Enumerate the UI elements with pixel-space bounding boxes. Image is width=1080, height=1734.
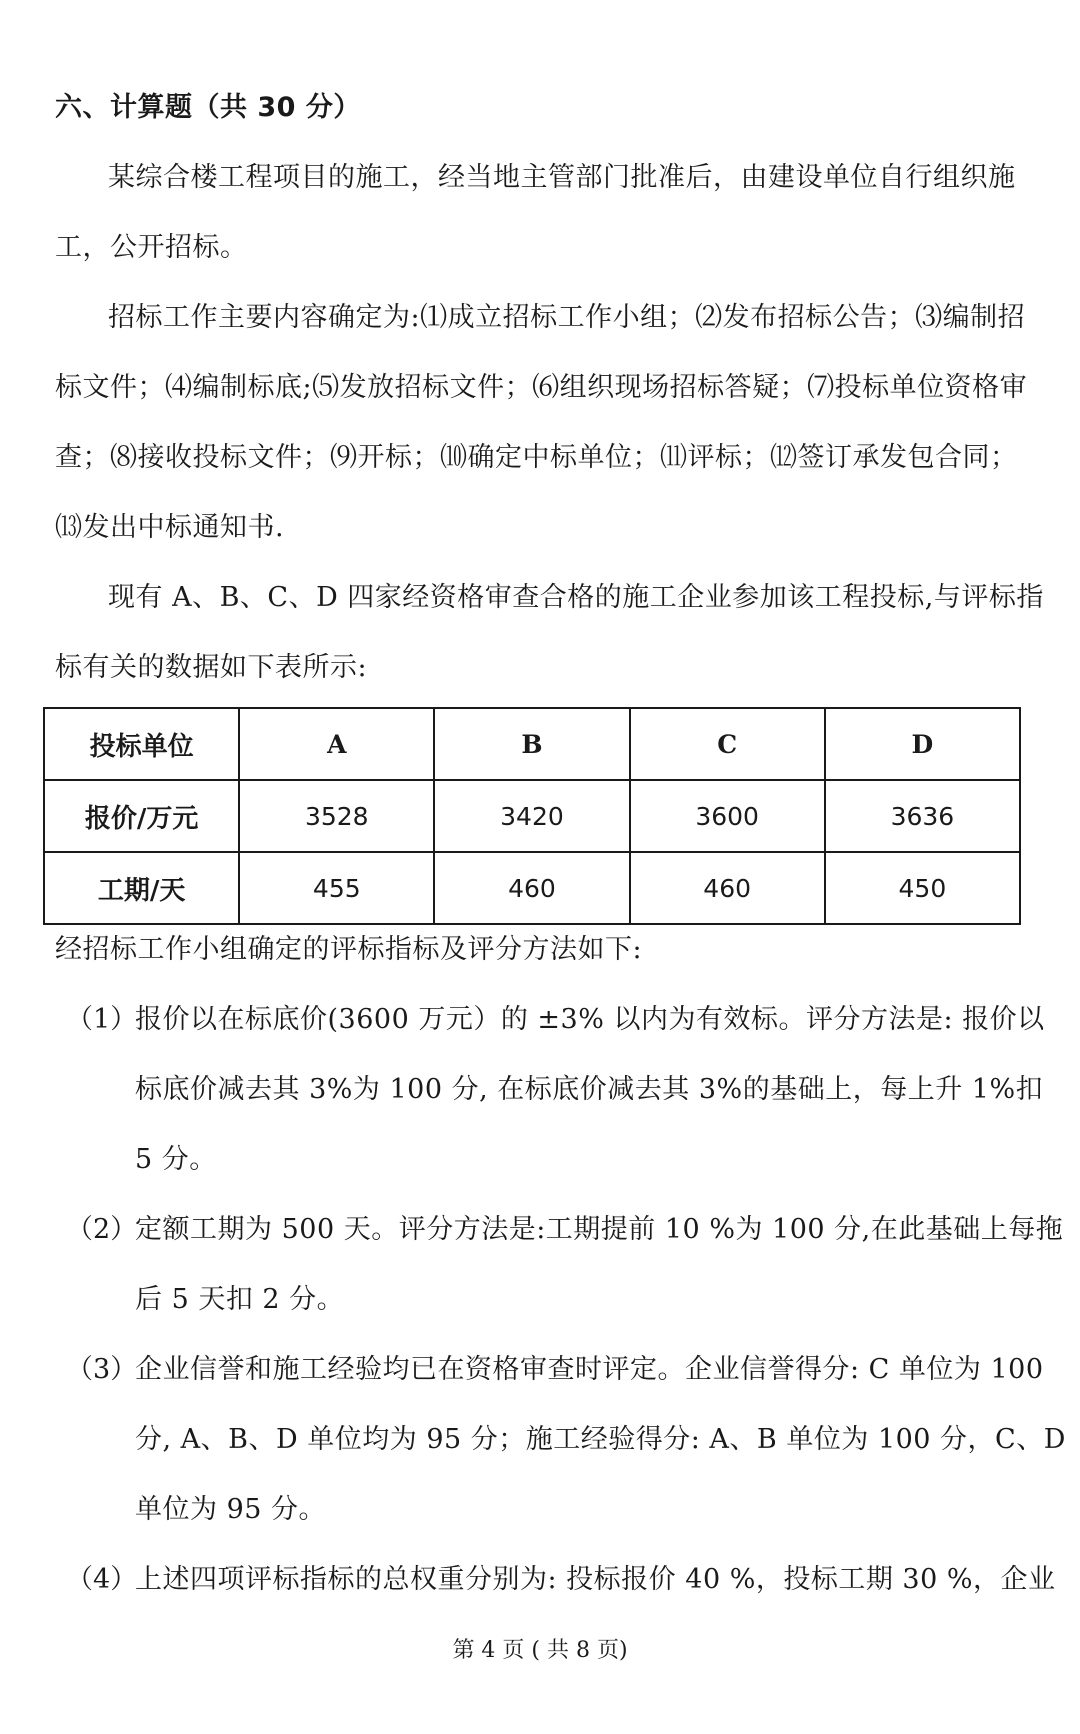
table-cell: 460 (434, 852, 629, 924)
tasks-line: ⒀发出中标通知书. (55, 512, 285, 543)
bid-data-table (43, 707, 1021, 925)
table-cell: 3600 (630, 780, 825, 852)
tasks-line: 标文件；⑷编制标底;⑸发放招标文件；⑹组织现场招标答疑；⑺投标单位资格审 (55, 372, 1028, 403)
tasks-line: 查；⑻接收投标文件；⑼开标；⑽确定中标单位；⑾评标；⑿签订承发包合同； (55, 442, 1018, 473)
criterion-line: 定额工期为 500 天。评分方法是:工期提前 10 %为 100 分,在此基础上每拖 (135, 1214, 1064, 1245)
table-cell: 3528 (239, 780, 434, 852)
criterion-line: 企业信誉和施工经验均已在资格审查时评定。企业信誉得分: C 单位为 100 (135, 1354, 1044, 1385)
criterion-number: （2） (66, 1214, 138, 1245)
context-line: 标有关的数据如下表所示: (55, 652, 368, 683)
criterion-line: 报价以在标底价(3600 万元）的 ±3% 以内为有效标。评分方法是: 报价以 (135, 1004, 1045, 1035)
criterion-number: （4） (66, 1564, 138, 1595)
table-row (44, 852, 1020, 924)
criterion-line: 上述四项评标指标的总权重分别为: 投标报价 40 %，投标工期 30 %，企业 (135, 1564, 1056, 1595)
table-header-row (44, 708, 1020, 780)
criterion-line: 后 5 天扣 2 分。 (135, 1284, 345, 1315)
intro-line: 工，公开招标。 (55, 232, 248, 263)
table-cell: 3420 (434, 780, 629, 852)
intro-line: 某综合楼工程项目的施工，经当地主管部门批准后，由建设单位自行组织施 (108, 162, 1016, 193)
table-row (44, 780, 1020, 852)
row-label: 报价/万元 (44, 780, 239, 852)
page-footer: 第 4 页 ( 共 8 页) (452, 1638, 628, 1663)
method-intro: 经招标工作小组确定的评标指标及评分方法如下: (55, 934, 643, 965)
table-cell: 455 (239, 852, 434, 924)
criterion-line: 单位为 95 分。 (135, 1494, 327, 1525)
table-cell: 460 (630, 852, 825, 924)
row-label: 工期/天 (44, 852, 239, 924)
criterion-line: 标底价减去其 3%为 100 分, 在标底价减去其 3%的基础上，每上升 1%扣 (135, 1074, 1044, 1105)
criterion-line: 分, A、B、D 单位均为 95 分；施工经验得分: A、B 单位为 100 分，C、D (135, 1424, 1066, 1455)
criterion-line: 5 分。 (135, 1144, 217, 1175)
section-title: 六、计算题（共 30 分） (55, 92, 361, 123)
criterion-number: （1） (66, 1004, 138, 1035)
tasks-line: 招标工作主要内容确定为:⑴成立招标工作小组；⑵发布招标公告；⑶编制招 (108, 302, 1026, 333)
table-cell: 3636 (825, 780, 1020, 852)
table-cell: 450 (825, 852, 1020, 924)
context-line: 现有 A、B、C、D 四家经资格审查合格的施工企业参加该工程投标,与评标指 (108, 582, 1044, 613)
table-column-header: C (630, 708, 825, 780)
criterion-number: （3） (66, 1354, 138, 1385)
table-column-header: B (434, 708, 629, 780)
table-header-label: 投标单位 (44, 708, 239, 780)
table-column-header: D (825, 708, 1020, 780)
table-column-header: A (239, 708, 434, 780)
